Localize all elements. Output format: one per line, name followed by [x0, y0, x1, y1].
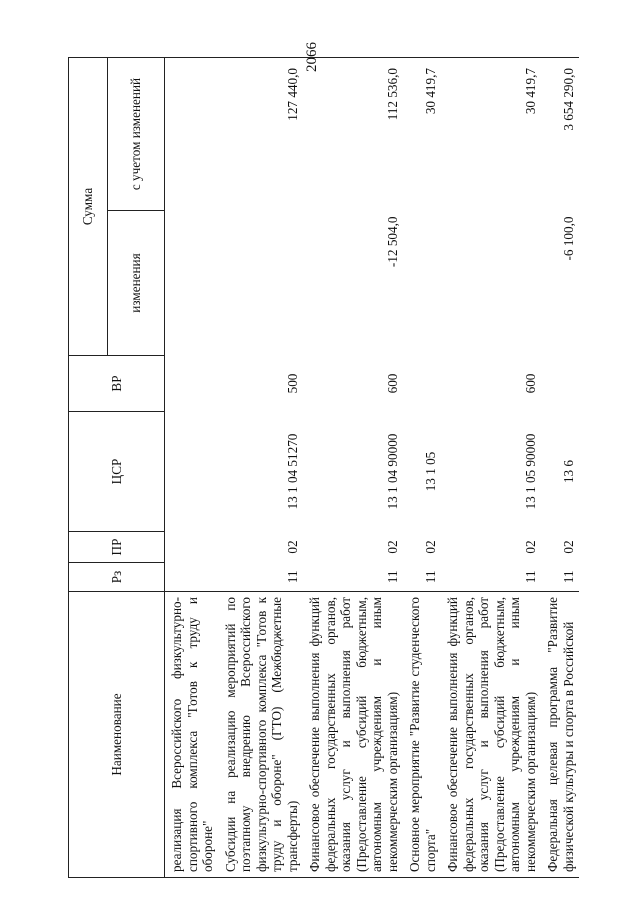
row-name: Финансовое обеспечение выполнения функций федеральных государственных органов, оказания услуг и выполнения работ (Предоставление субсидий бюджетным, автономным учреждениям и иным некоммерческим организациям)	[441, 592, 541, 878]
row-csr: 13 1 04 90000	[384, 433, 400, 510]
header-vr: ВР	[69, 356, 165, 412]
row-with-changes: 127 440,0	[219, 58, 304, 211]
row-vr: 500	[284, 373, 300, 394]
row-with-changes	[165, 58, 219, 211]
row-csr: 13 1 05	[422, 451, 438, 492]
row-rz: 11	[522, 570, 538, 584]
table-row	[541, 58, 579, 878]
table-row	[165, 58, 219, 878]
row-rz: 11	[384, 570, 400, 584]
table-row	[219, 58, 304, 878]
row-csr	[165, 412, 219, 532]
row-rz: 11	[560, 570, 576, 584]
row-vr	[403, 356, 441, 412]
row-rz	[165, 563, 219, 592]
header-pr: ПР	[69, 532, 165, 563]
header-csr: ЦСР	[69, 412, 165, 532]
row-with-changes: 30 419,7	[403, 58, 441, 211]
row-with-changes: 30 419,7	[441, 58, 541, 211]
row-vr: 600	[384, 373, 400, 394]
row-changes	[441, 211, 541, 356]
table-row	[303, 58, 403, 878]
row-csr: 13 6	[560, 459, 576, 484]
header-rz: Рз	[69, 563, 165, 592]
row-pr: 02	[384, 540, 400, 554]
row-changes: -12 504,0	[384, 216, 400, 268]
table-header	[69, 58, 165, 878]
row-changes	[219, 211, 304, 356]
row-rz: 11	[422, 570, 438, 584]
row-with-changes: 112 536,0	[303, 58, 403, 211]
row-csr: 13 1 04 51270	[284, 433, 300, 510]
header-name: Наименование	[69, 592, 165, 878]
row-name: Финансовое обеспечение выполнения функций федеральных государственных органов, оказания услуг и выполнения работ (Предоставление субсидий бюджетным, автономным учреждениям и иным некоммерческим организациям)	[303, 592, 403, 878]
header-sum: Сумма	[69, 58, 108, 356]
row-changes: -6 100,0	[560, 216, 576, 261]
header-with-changes: с учетом изменений	[108, 58, 165, 211]
row-vr: 600	[522, 373, 538, 394]
table-row	[441, 58, 541, 878]
row-pr: 02	[284, 540, 300, 554]
row-name: Основное мероприятие "Развитие студенческого спорта"	[403, 592, 441, 878]
row-name: Федеральная целевая программа "Развитие физической культуры и спорта в Российской	[541, 592, 579, 878]
table-row	[403, 58, 441, 878]
page-number: 2066	[304, 42, 320, 72]
row-vr	[165, 356, 219, 412]
header-changes: изменения	[108, 211, 165, 356]
row-csr: 13 1 05 90000	[522, 433, 538, 510]
row-vr	[541, 356, 579, 412]
row-pr: 02	[422, 540, 438, 554]
row-pr: 02	[522, 540, 538, 554]
row-changes	[165, 211, 219, 356]
row-pr	[165, 532, 219, 563]
row-rz: 11	[284, 570, 300, 584]
row-name: Субсидии на реализацию мероприятий по поэтапному внедрению Всероссийского физкультурно-спортивного комплекса "Готов к труду и обороне" (ГТО) (Межбюджетные трансферты)	[219, 592, 304, 878]
row-changes	[403, 211, 441, 356]
row-pr: 02	[560, 540, 576, 554]
row-with-changes: 3 654 290,0	[541, 58, 579, 211]
rotated-page	[68, 58, 578, 878]
row-name: реализация Всероссийского физкультурно-спортивного комплекса "Готов к труду и обороне"	[165, 592, 219, 878]
budget-table	[68, 57, 579, 878]
